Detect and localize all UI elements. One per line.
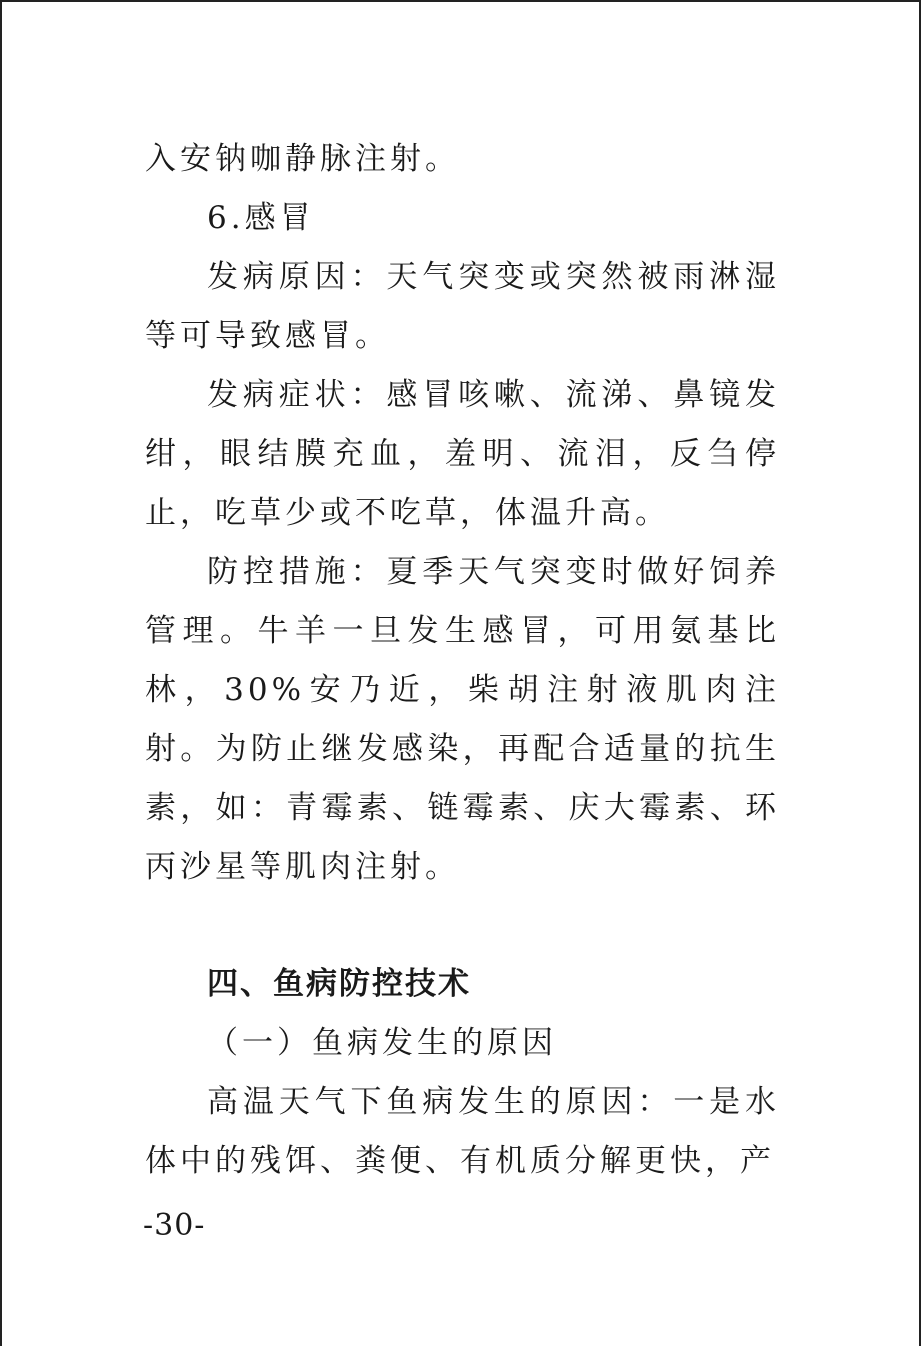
paragraph-symptoms: 发病症状：感冒咳嗽、流涕、鼻镜发绀，眼结膜充血，羞明、流泪，反刍停止，吃草少或不吃草，体温升高。 [145, 377, 780, 531]
section-title: 四、鱼病防控技术 [207, 966, 471, 1002]
page-body [145, 130, 780, 1191]
paragraph-prevention: 防控措施：夏季天气突变时做好饲养管理。牛羊一旦发生感冒，可用氨基比林，30%安乃近，柴胡注射液肌肉注射。为防止继发感染，再配合适量的抗生素，如：青霉素、链霉素、庆大霉素、环丙沙星等肌肉注射。 [145, 554, 780, 885]
page-border-left [0, 0, 2, 1346]
item-heading-cold: 6.感冒 [207, 200, 315, 236]
section-subtitle: （一）鱼病发生的原因 [207, 1025, 557, 1061]
paragraph-continuation: 入安钠咖静脉注射。 [145, 141, 460, 177]
paragraph-fish-disease-cause: 高温天气下鱼病发生的原因：一是水体中的残饵、粪便、有机质分解更快，产 [145, 1084, 780, 1179]
page-border-top [0, 0, 921, 2]
page-number: -30- [143, 1208, 206, 1243]
paragraph-cause: 发病原因：天气突变或突然被雨淋湿等可导致感冒。 [145, 259, 780, 354]
